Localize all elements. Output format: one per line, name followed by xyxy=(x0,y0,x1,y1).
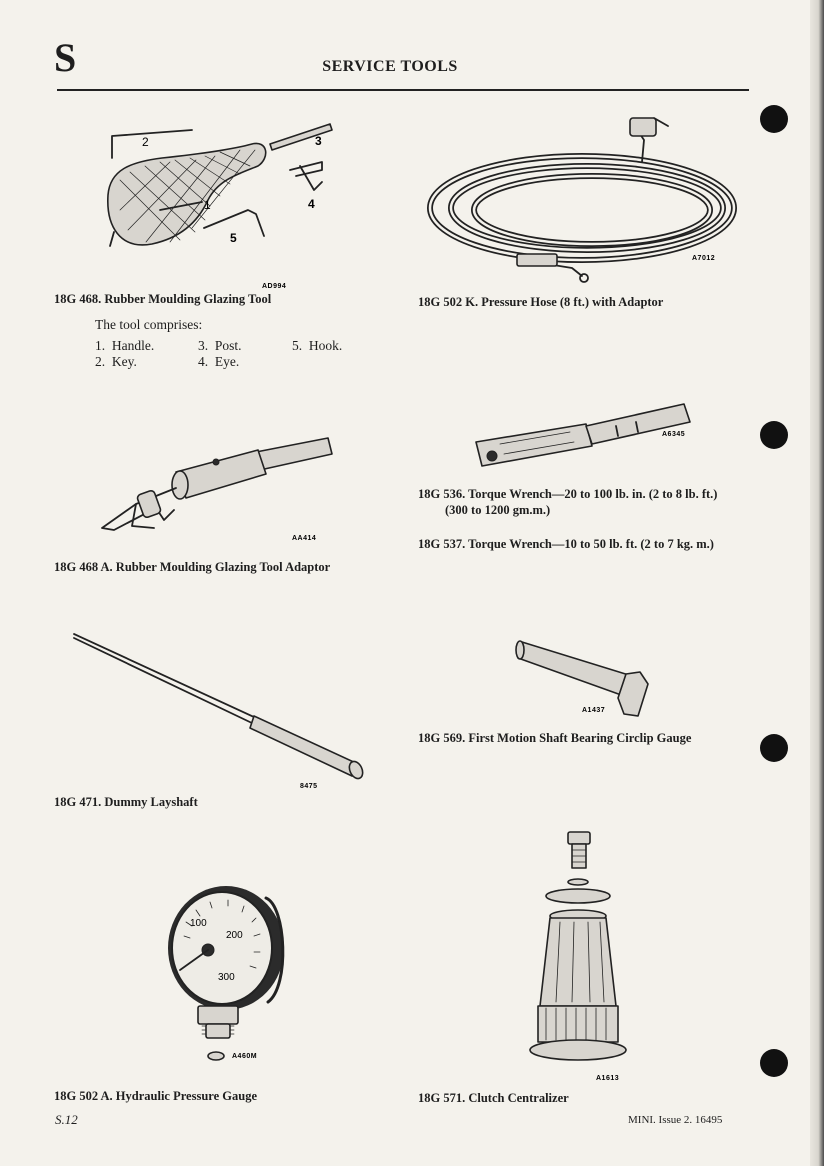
figure-code: A1613 xyxy=(596,1075,620,1082)
figure-code: A7012 xyxy=(692,255,716,262)
callout-2: 2 xyxy=(142,135,149,149)
callout-3: 3 xyxy=(315,134,322,148)
circlip-gauge-illustration xyxy=(516,632,656,722)
glazing-tool-caption: 18G 468. Rubber Moulding Glazing Tool xyxy=(54,292,272,306)
callout-1: 1 xyxy=(204,198,211,212)
figure-code: A6345 xyxy=(662,431,686,438)
punch-hole xyxy=(760,734,788,762)
part-item: 4. Eye. xyxy=(198,354,240,369)
figure-code: A460M xyxy=(232,1053,258,1060)
torque-wrench-illustration xyxy=(466,396,696,476)
dial-label: 100 xyxy=(190,918,207,929)
pressure-hose-caption: 18G 502 K. Pressure Hose (8 ft.) with Adaptor xyxy=(418,295,664,309)
callout-5: 5 xyxy=(230,231,237,245)
clutch-centralizer-caption: 18G 571. Clutch Centralizer xyxy=(418,1091,569,1105)
dummy-layshaft-caption: 18G 471. Dummy Layshaft xyxy=(54,795,198,809)
glazing-adaptor-illustration xyxy=(96,430,346,545)
page-title: SERVICE TOOLS xyxy=(322,58,458,75)
dial-label: 200 xyxy=(226,930,243,941)
page-edge xyxy=(810,0,824,1166)
part-item: 5. Hook. xyxy=(292,338,343,353)
figure-code: AA414 xyxy=(292,535,317,542)
dummy-layshaft-illustration xyxy=(70,628,370,788)
pressure-hose-illustration xyxy=(422,110,752,285)
figure-code: A1437 xyxy=(582,707,606,714)
clutch-centralizer-illustration xyxy=(524,826,634,1086)
punch-hole xyxy=(760,1049,788,1077)
part-item: 1. Handle. xyxy=(95,338,155,353)
dial-label: 300 xyxy=(218,972,235,983)
punch-hole xyxy=(760,105,788,133)
header-rule xyxy=(57,89,749,91)
parts-intro: The tool comprises: xyxy=(95,317,203,332)
page-ref: S.12 xyxy=(55,1112,78,1127)
torque-wrench-537-caption: 18G 537. Torque Wrench—10 to 50 lb. ft. (2 to 7 kg. m.) xyxy=(418,537,714,551)
figure-code: AD994 xyxy=(262,283,287,290)
torque-wrench-536-caption: 18G 536. Torque Wrench—20 to 100 lb. in. (2 to 8 lb. ft.) xyxy=(418,487,718,501)
publication-info: MINI. Issue 2. 16495 xyxy=(628,1114,723,1126)
pressure-gauge-caption: 18G 502 A. Hydraulic Pressure Gauge xyxy=(54,1089,258,1103)
part-item: 2. Key. xyxy=(95,354,137,369)
callout-4: 4 xyxy=(308,197,315,211)
pressure-gauge-illustration xyxy=(156,876,306,1066)
punch-hole xyxy=(760,421,788,449)
glazing-tool-illustration xyxy=(100,110,350,290)
figure-code: 8475 xyxy=(300,783,318,790)
section-letter: S xyxy=(54,35,77,80)
part-item: 3. Post. xyxy=(198,338,242,353)
glazing-adaptor-caption: 18G 468 A. Rubber Moulding Glazing Tool Adaptor xyxy=(54,560,331,574)
circlip-gauge-caption: 18G 569. First Motion Shaft Bearing Circlip Gauge xyxy=(418,731,692,745)
torque-wrench-536-range: (300 to 1200 gm.m.) xyxy=(445,503,551,517)
